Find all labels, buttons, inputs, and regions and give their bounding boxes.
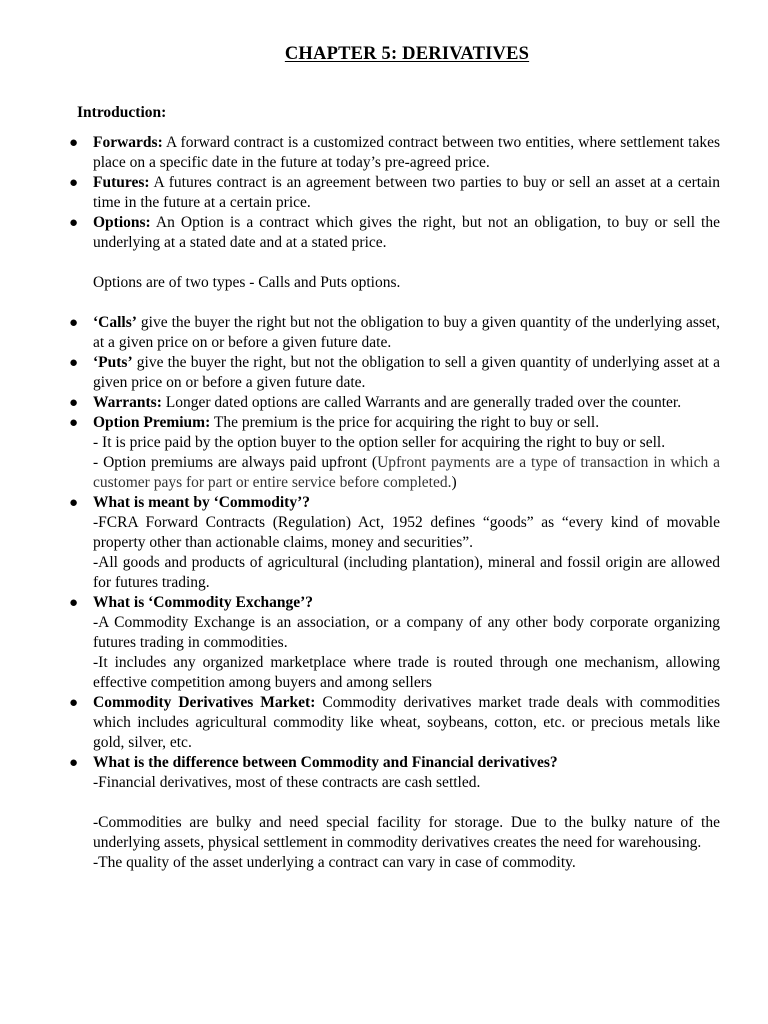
difference-detail-1: -Financial derivatives, most of these contracts are cash settled.: [93, 774, 481, 791]
list-item-futures: [69, 173, 720, 213]
upfront-note: Upfront payments are a type of transaction in which a customer pays for part or entire service before completed.: [93, 454, 720, 491]
term-warrants: Warrants:: [93, 394, 162, 411]
term-commodity-exchange: What is ‘Commodity Exchange’?: [93, 594, 314, 611]
premium-detail-1: - It is price paid by the option buyer to the option seller for acquiring the right to buy or sell.: [93, 434, 666, 451]
definition-options: An Option is a contract which gives the right, but not an obligation, to buy or sell the underlying at a stated date and at a stated price.: [93, 214, 720, 251]
spacer: [93, 253, 720, 273]
bullet-icon: ●: [69, 755, 79, 771]
bullet-icon: ●: [69, 315, 79, 331]
definition-warrants: Longer dated options are called Warrants and are generally traded over the counter.: [161, 394, 682, 411]
spacer: [93, 793, 720, 813]
document-body: [69, 133, 720, 873]
list-item-options: [69, 213, 720, 253]
premium-detail-2: [93, 453, 720, 493]
intro-heading: Introduction:: [77, 104, 167, 121]
list-item-commodity: [69, 493, 720, 593]
definition-commodity-derivatives-market: Commodity derivatives market trade deals with commodities which includes agricultural commodity like wheat, soybeans, cotton, etc. or precious metals like gold, silver, etc.: [93, 694, 720, 751]
list-item-forwards: [69, 133, 720, 173]
term-puts: ‘Puts’: [93, 354, 133, 371]
definition-option-premium: The premium is the price for acquiring the right to buy or sell.: [210, 414, 600, 431]
commodity-detail-1: -FCRA Forward Contracts (Regulation) Act, 1952 defines “goods” as “every kind of movable property other than actionable claims, money and securities”.: [93, 514, 720, 551]
definition-puts: give the buyer the right, but not the obligation to sell a given quantity of underlying asset at a given price on or before a given future date.: [93, 354, 720, 391]
term-options: Options:: [93, 214, 151, 231]
definitions-list-2: [69, 313, 720, 873]
list-item-warrants: [69, 393, 720, 413]
definitions-list-1: [69, 133, 720, 253]
definition-calls: give the buyer the right but not the obligation to buy a given quantity of the underlying asset, at a given price on or before a given future date.: [93, 314, 720, 351]
bullet-icon: ●: [69, 695, 79, 711]
commodity-detail-2: -All goods and products of agricultural (including plantation), mineral and fossil origin are allowed for futures trading.: [93, 554, 720, 591]
page-title: CHAPTER 5: DERIVATIVES: [284, 44, 530, 64]
bullet-icon: ●: [69, 175, 79, 191]
list-item-option-premium: [69, 413, 720, 493]
list-item-difference: [69, 753, 720, 873]
difference-detail-2: -Commodities are bulky and need special facility for storage. Due to the bulky nature of the underlying assets, physical settlement in commodity derivatives creates the need for warehousing.: [93, 814, 720, 851]
difference-detail-3: -The quality of the asset underlying a contract can vary in case of commodity.: [93, 854, 576, 871]
spacer: [93, 293, 720, 313]
term-calls: ‘Calls’: [93, 314, 137, 331]
list-item-puts: [69, 353, 720, 393]
list-item-calls: [69, 313, 720, 353]
options-types-paragraph: Options are of two types - Calls and Puts options.: [93, 274, 401, 291]
bullet-icon: ●: [69, 135, 79, 151]
closing-paren: ): [451, 474, 457, 491]
list-item-commodity-derivatives-market: [69, 693, 720, 753]
term-forwards: Forwards:: [93, 134, 163, 151]
term-commodity: What is meant by ‘Commodity’?: [93, 494, 310, 511]
term-futures: Futures:: [93, 174, 150, 191]
list-item-commodity-exchange: [69, 593, 720, 693]
definition-forwards: A forward contract is a customized contract between two entities, where settlement takes place on a specific date in the future at today’s pre-agreed price.: [93, 134, 720, 171]
bullet-icon: ●: [69, 395, 79, 411]
premium-detail-text: - Option premiums are always paid upfront (: [93, 454, 378, 471]
bullet-icon: ●: [69, 415, 79, 431]
exchange-detail-2: -It includes any organized marketplace where trade is routed through one mechanism, allowing effective competition among buyers and among sellers: [93, 654, 720, 691]
bullet-icon: ●: [69, 595, 79, 611]
bullet-icon: ●: [69, 215, 79, 231]
bullet-icon: ●: [69, 495, 79, 511]
term-commodity-derivatives-market: Commodity Derivatives Market:: [93, 694, 316, 711]
bullet-icon: ●: [69, 355, 79, 371]
exchange-detail-1: -A Commodity Exchange is an association, or a company of any other body corporate organizing futures trading in commodities.: [93, 614, 720, 651]
definition-futures: A futures contract is an agreement between two parties to buy or sell an asset at a certain time in the future at a certain price.: [93, 174, 720, 211]
term-difference: What is the difference between Commodity and Financial derivatives?: [93, 754, 558, 771]
term-option-premium: Option Premium:: [93, 414, 211, 431]
